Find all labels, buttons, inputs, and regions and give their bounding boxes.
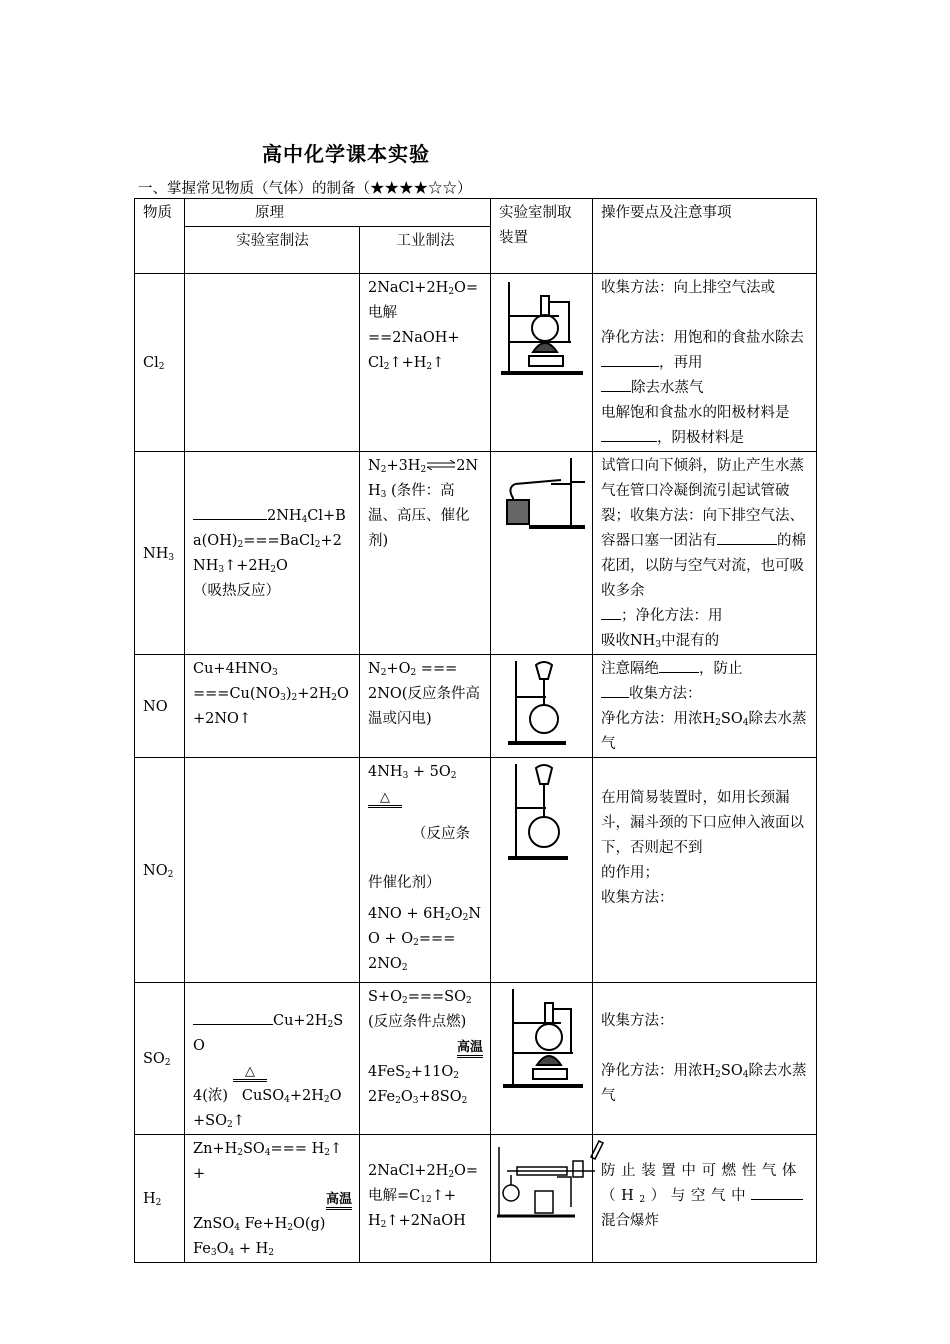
substance-cl2: $Cl_2$ bbox=[135, 274, 185, 452]
so2-lab-method: $Cu+2H_2SO$ △ 4(浓) $CuSO_4+2H_2O+SO_2↑$ bbox=[185, 983, 360, 1135]
gas-preparation-table bbox=[134, 198, 817, 1263]
blank bbox=[601, 427, 657, 442]
blank bbox=[601, 352, 659, 367]
no2-lab-method bbox=[185, 758, 360, 983]
so2-industrial-method: $S+O_2===SO_2$ (反应条件点燃) 高温 $4FeS_2+11O_2$ $2Fe_2O_3+8SO_2$ bbox=[360, 983, 491, 1135]
cl2-industrial-method: $2NaCl+2H_2O=$ 电解 ==2NaOH+ $Cl_2↑+H_2↑$ bbox=[360, 274, 491, 452]
cl2-lab-method bbox=[185, 274, 360, 452]
no2-industrial-method: $4NH_3 + 5O_2$ △ （反应条 件催化剂） $4NO + 6H_2O_2NO + O_2===$ $2NO_2$ bbox=[360, 758, 491, 983]
blank bbox=[601, 377, 631, 392]
substance-nh3: $NH_3$ bbox=[135, 452, 185, 655]
header-industrial-method: 工业制法 bbox=[360, 227, 491, 274]
no2-apparatus bbox=[491, 758, 593, 983]
cl2-notes: 收集方法：向上排空气法或 净化方法：用饱和的食盐水除去 ，再用 除去水蒸气 电解饱和食盐水的阳极材料是，阴极材料是 bbox=[593, 274, 817, 452]
substance-no2: $NO_2$ bbox=[135, 758, 185, 983]
h2-notes: 防止装置中可燃性气体$(H_2)$与空气中混合爆炸 bbox=[593, 1135, 817, 1263]
so2-apparatus bbox=[491, 983, 593, 1135]
blank bbox=[659, 658, 699, 673]
so2-notes: 收集方法： 净化方法：用浓$H_2SO_4$除去水蒸气 bbox=[593, 983, 817, 1135]
blank bbox=[717, 530, 777, 545]
flask-funnel-apparatus-icon bbox=[506, 760, 578, 864]
no2-notes: 在用简易装置时，如用长颈漏斗，漏斗颈的下口应伸入液面以下，否则起不到 的作用； 收集方法： bbox=[593, 758, 817, 983]
no-apparatus bbox=[491, 655, 593, 758]
no-industrial-method: $N_2+O_2$ === 2NO(反应条件高温或闪电) bbox=[360, 655, 491, 758]
header-apparatus: 实验室制取装置 bbox=[491, 199, 593, 274]
blank bbox=[751, 1185, 803, 1200]
iron-steam-reaction-apparatus-icon bbox=[495, 1137, 605, 1221]
page-title: 高中化学课本实验 bbox=[262, 142, 430, 166]
flask-heating-apparatus-icon bbox=[499, 276, 587, 380]
blank bbox=[601, 605, 621, 620]
header-substance: 物质 bbox=[135, 199, 185, 274]
flask-heating-apparatus-icon bbox=[499, 985, 587, 1093]
blank bbox=[193, 505, 267, 520]
h2-lab-method: $Zn+H_2SO_4===$ $H_2↑+$ 高温 ZnSO$_4$ $Fe+H_2O(g)$ $Fe_3O_4 + H_2$ bbox=[185, 1135, 360, 1263]
blank bbox=[601, 683, 629, 698]
nh3-industrial-method: $N_2+3H_2$ $2NH_3$ (条件：高温、高压、催化剂) bbox=[360, 452, 491, 655]
no-lab-method: $Cu+4HNO_3$ $===Cu(NO_3)_2+2H_2O+2NO↑$ bbox=[185, 655, 360, 758]
header-lab-method: 实验室制法 bbox=[185, 227, 360, 274]
substance-so2: $SO_2$ bbox=[135, 983, 185, 1135]
substance-no: NO bbox=[135, 655, 185, 758]
test-tube-heating-apparatus-icon bbox=[499, 454, 589, 534]
h2-industrial-method: $2NaCl+2H_2O=$ 电解$=C_{12}↑+$ $H_2↑+2NaOH$ bbox=[360, 1135, 491, 1263]
nh3-notes: 试管口向下倾斜，防止产生水蒸气在管口冷凝倒流引起试管破裂；收集方法：向下排空气法、容器口塞一团沾有 的棉花团，以防与空气对流，也可吸收多余 ；净化方法：用 吸收$NH_3$中混有的 bbox=[593, 452, 817, 655]
cl2-apparatus bbox=[491, 274, 593, 452]
reversible-arrow-icon bbox=[426, 460, 456, 470]
blank bbox=[193, 1010, 273, 1025]
nh3-lab-method: $2NH_4Cl+Ba(OH)_2===BaCl_2+2NH_3↑+2H_2O$ （吸热反应） bbox=[185, 452, 360, 655]
header-principle: 原理 bbox=[185, 199, 491, 227]
no-notes: 注意隔绝 ，防止 收集方法： 净化方法：用浓$H_2SO_4$除去水蒸气 bbox=[593, 655, 817, 758]
nh3-apparatus bbox=[491, 452, 593, 655]
h2-apparatus bbox=[491, 1135, 593, 1263]
flask-funnel-apparatus-icon bbox=[506, 657, 578, 749]
header-notes: 操作要点及注意事项 bbox=[593, 199, 817, 274]
section-heading: 一、掌握常见物质（气体）的制备（★★★★☆☆） bbox=[138, 181, 472, 197]
substance-h2: $H_2$ bbox=[135, 1135, 185, 1263]
